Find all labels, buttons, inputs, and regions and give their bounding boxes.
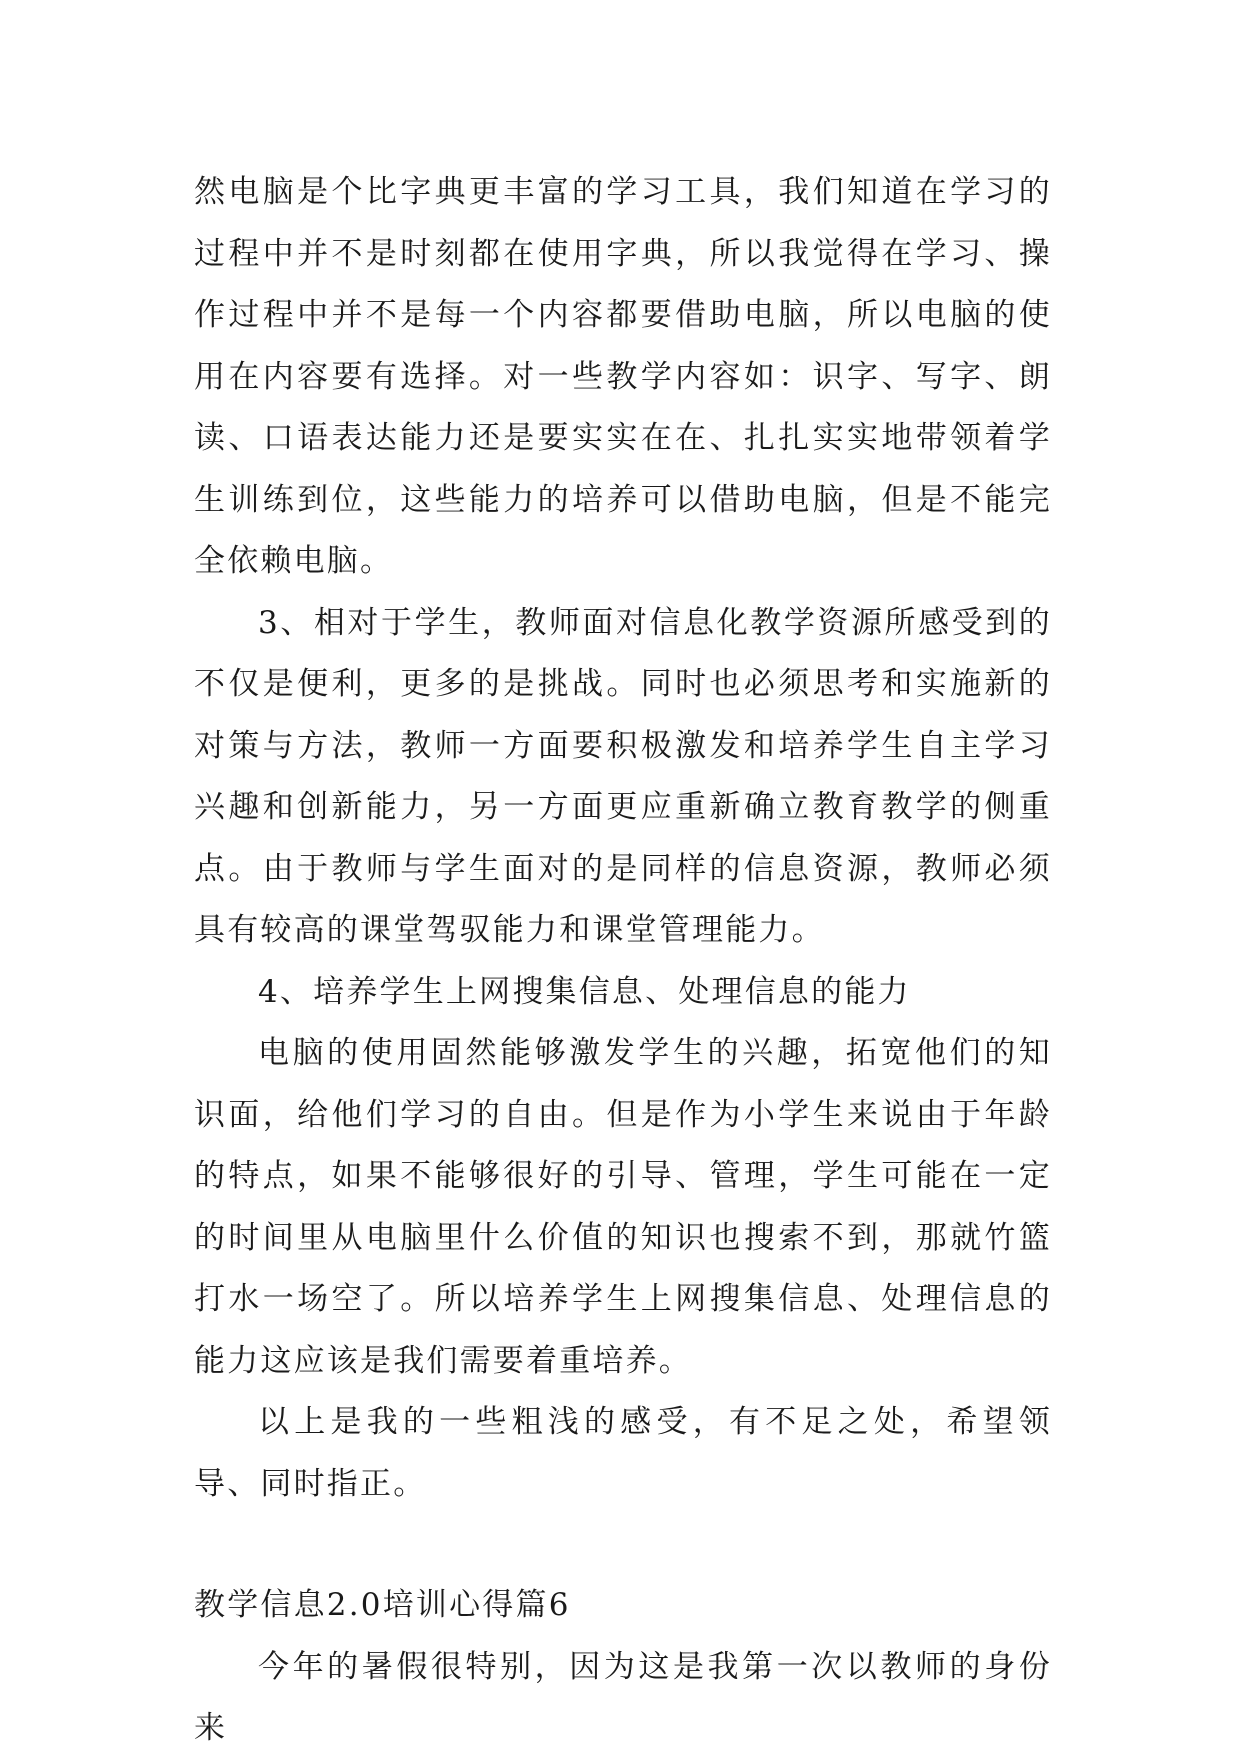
paragraph-continuation: 然电脑是个比字典更丰富的学习工具，我们知道在学习的过程中并不是时刻都在使用字典，所以我觉得在学习、操作过程中并不是每一个内容都要借助电脑，所以电脑的使用在内容要有选择。对一些教学内容如：识字、写字、朗读、口语表达能力还是要实实在在、扎扎实实地带领着学生训练到位，这些能力的培养可以借助电脑，但是不能完全依赖电脑。 bbox=[194, 174, 1052, 579]
paragraph-point-3: 3、相对于学生，教师面对信息化教学资源所感受到的不仅是便利，更多的是挑战。同时也必须思考和实施新的对策与方法，教师一方面要积极激发和培养学生自主学习兴趣和创新能力，另一方面更应重新确立教育教学的侧重点。由于教师与学生面对的是同样的信息资源，教师必须具有较高的课堂驾驭能力和课堂管理能力。 bbox=[194, 604, 1052, 948]
document-body bbox=[194, 162, 1052, 1760]
paragraph-point-4-title: 4、培养学生上网搜集信息、处理信息的能力 bbox=[258, 973, 911, 1010]
section-paragraph: 今年的暑假很特别，因为这是我第一次以教师的身份来 bbox=[194, 1648, 1052, 1746]
paragraph-closing: 以上是我的一些粗浅的感受，有不足之处，希望领导、同时指正。 bbox=[194, 1404, 1052, 1502]
section-heading: 教学信息2.0培训心得篇6 bbox=[194, 1587, 571, 1623]
paragraph-point-4-body: 电脑的使用固然能够激发学生的兴趣，拓宽他们的知识面，给他们学习的自由。但是作为小学生来说由于年龄的特点，如果不能够很好的引导、管理，学生可能在一定的时间里从电脑里什么价值的知识也搜索不到，那就竹篮打水一场空了。所以培养学生上网搜集信息、处理信息的能力这应该是我们需要着重培养。 bbox=[194, 1035, 1052, 1379]
